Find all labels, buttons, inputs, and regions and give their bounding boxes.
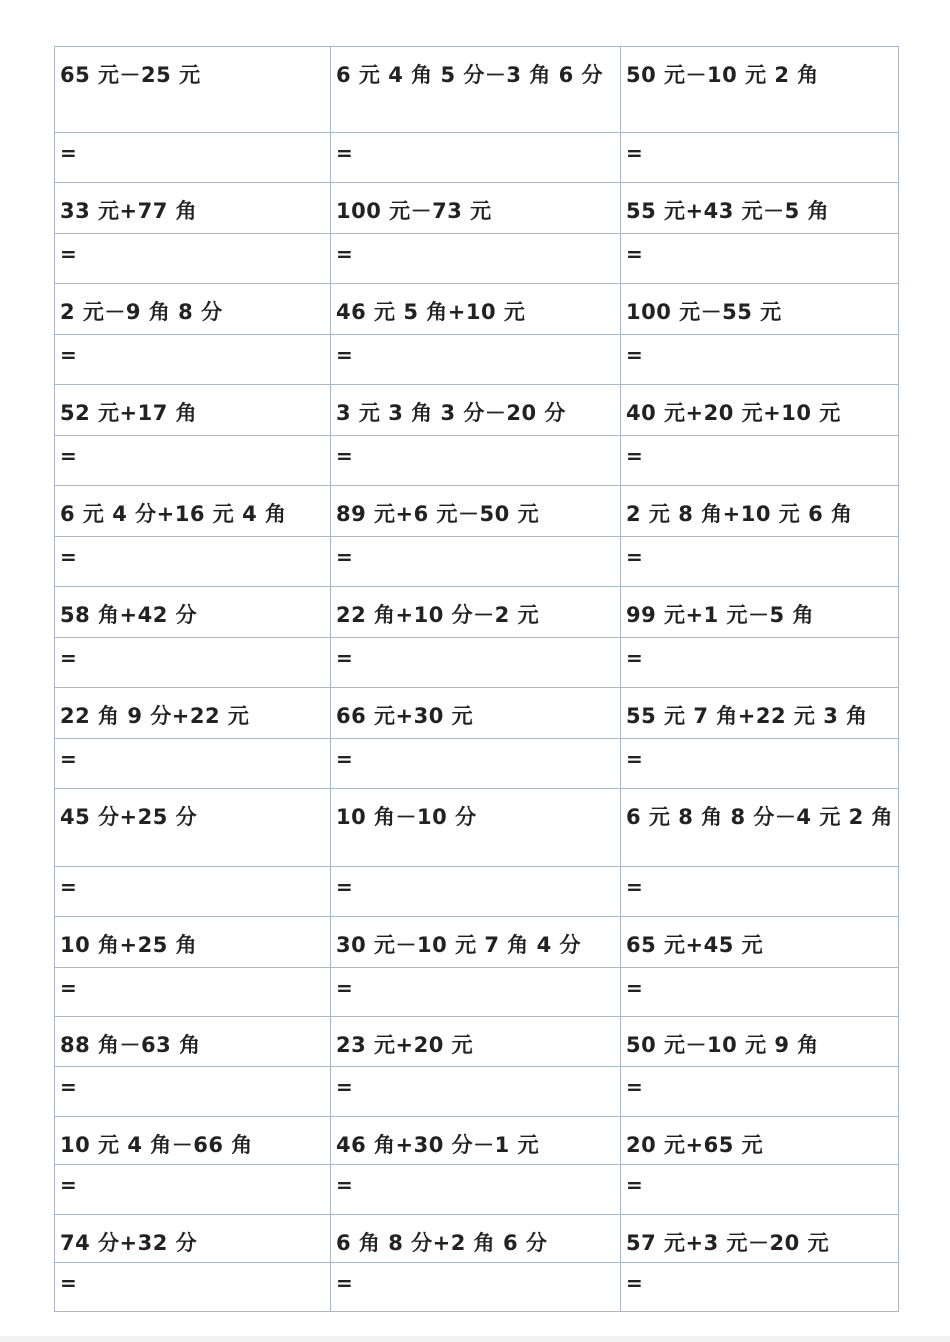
- answer-cell[interactable]: =: [55, 1067, 331, 1117]
- problem-cell: 89 元+6 元－50 元: [331, 486, 621, 537]
- problem-cell: 40 元+20 元+10 元: [621, 385, 899, 436]
- answer-cell[interactable]: =: [55, 234, 331, 284]
- problem-cell: 6 元 4 分+16 元 4 角: [55, 486, 331, 537]
- problem-cell: 45 分+25 分: [55, 789, 331, 867]
- problem-cell: 57 元+3 元－20 元: [621, 1215, 899, 1263]
- problem-cell: 65 元－25 元: [55, 47, 331, 133]
- problem-row: [55, 183, 899, 234]
- page-bottom-edge: [0, 1336, 950, 1342]
- answer-row: [55, 436, 899, 486]
- answer-cell[interactable]: =: [331, 1067, 621, 1117]
- answer-cell[interactable]: =: [621, 234, 899, 284]
- answer-cell[interactable]: =: [621, 638, 899, 688]
- problem-cell: 50 元－10 元 9 角: [621, 1017, 899, 1067]
- answer-cell[interactable]: =: [55, 968, 331, 1017]
- answer-cell[interactable]: =: [621, 133, 899, 183]
- problem-row: [55, 486, 899, 537]
- problem-row: [55, 284, 899, 335]
- problem-row: [55, 47, 899, 133]
- answer-cell[interactable]: =: [621, 739, 899, 789]
- answer-row: [55, 133, 899, 183]
- answer-cell[interactable]: =: [55, 1165, 331, 1215]
- answer-cell[interactable]: =: [331, 335, 621, 385]
- problem-row: [55, 688, 899, 739]
- problem-row: [55, 917, 899, 968]
- answer-cell[interactable]: =: [621, 968, 899, 1017]
- answer-cell[interactable]: =: [55, 1263, 331, 1312]
- answer-cell[interactable]: =: [55, 867, 331, 917]
- problem-cell: 66 元+30 元: [331, 688, 621, 739]
- answer-row: [55, 234, 899, 284]
- problem-row: [55, 1017, 899, 1067]
- answer-row: [55, 638, 899, 688]
- problem-row: [55, 1117, 899, 1165]
- problem-cell: 55 元 7 角+22 元 3 角: [621, 688, 899, 739]
- answer-cell[interactable]: =: [331, 739, 621, 789]
- problem-cell: 58 角+42 分: [55, 587, 331, 638]
- answer-cell[interactable]: =: [331, 436, 621, 486]
- answer-cell[interactable]: =: [621, 867, 899, 917]
- problem-cell: 10 元 4 角－66 角: [55, 1117, 331, 1165]
- problem-cell: 20 元+65 元: [621, 1117, 899, 1165]
- answer-cell[interactable]: =: [55, 638, 331, 688]
- problem-row: [55, 789, 899, 867]
- problem-cell: 6 元 4 角 5 分－3 角 6 分: [331, 47, 621, 133]
- problem-cell: 10 角+25 角: [55, 917, 331, 968]
- problem-cell: 55 元+43 元－5 角: [621, 183, 899, 234]
- answer-row: [55, 1263, 899, 1312]
- answer-cell[interactable]: =: [55, 739, 331, 789]
- answer-row: [55, 739, 899, 789]
- problem-row: [55, 587, 899, 638]
- problem-cell: 22 角 9 分+22 元: [55, 688, 331, 739]
- answer-cell[interactable]: =: [621, 1165, 899, 1215]
- answer-row: [55, 968, 899, 1017]
- problem-cell: 65 元+45 元: [621, 917, 899, 968]
- problem-cell: 6 元 8 角 8 分－4 元 2 角: [621, 789, 899, 867]
- answer-cell[interactable]: =: [55, 436, 331, 486]
- answer-cell[interactable]: =: [621, 335, 899, 385]
- problem-cell: 100 元－55 元: [621, 284, 899, 335]
- problem-cell: 2 元 8 角+10 元 6 角: [621, 486, 899, 537]
- problem-cell: 10 角－10 分: [331, 789, 621, 867]
- answer-cell[interactable]: =: [331, 968, 621, 1017]
- answer-row: [55, 1165, 899, 1215]
- problem-cell: 50 元－10 元 2 角: [621, 47, 899, 133]
- problem-cell: 88 角－63 角: [55, 1017, 331, 1067]
- answer-cell[interactable]: =: [621, 436, 899, 486]
- answer-cell[interactable]: =: [331, 867, 621, 917]
- problem-cell: 33 元+77 角: [55, 183, 331, 234]
- problem-cell: 52 元+17 角: [55, 385, 331, 436]
- problem-cell: 99 元+1 元－5 角: [621, 587, 899, 638]
- answer-cell[interactable]: =: [55, 133, 331, 183]
- problem-cell: 30 元－10 元 7 角 4 分: [331, 917, 621, 968]
- money-arithmetic-worksheet: [54, 46, 899, 1312]
- answer-cell[interactable]: =: [331, 133, 621, 183]
- answer-row: [55, 867, 899, 917]
- answer-cell[interactable]: =: [621, 1263, 899, 1312]
- answer-cell[interactable]: =: [331, 1165, 621, 1215]
- problem-row: [55, 385, 899, 436]
- problem-cell: 6 角 8 分+2 角 6 分: [331, 1215, 621, 1263]
- answer-cell[interactable]: =: [621, 537, 899, 587]
- answer-row: [55, 537, 899, 587]
- problem-cell: 23 元+20 元: [331, 1017, 621, 1067]
- answer-cell[interactable]: =: [55, 537, 331, 587]
- problem-cell: 46 角+30 分－1 元: [331, 1117, 621, 1165]
- problem-cell: 100 元－73 元: [331, 183, 621, 234]
- answer-cell[interactable]: =: [331, 1263, 621, 1312]
- answer-cell[interactable]: =: [331, 638, 621, 688]
- problem-cell: 2 元－9 角 8 分: [55, 284, 331, 335]
- answer-cell[interactable]: =: [331, 537, 621, 587]
- problem-cell: 74 分+32 分: [55, 1215, 331, 1263]
- problem-cell: 3 元 3 角 3 分－20 分: [331, 385, 621, 436]
- answer-cell[interactable]: =: [621, 1067, 899, 1117]
- problem-cell: 22 角+10 分－2 元: [331, 587, 621, 638]
- problem-row: [55, 1215, 899, 1263]
- problem-cell: 46 元 5 角+10 元: [331, 284, 621, 335]
- answer-cell[interactable]: =: [331, 234, 621, 284]
- answer-cell[interactable]: =: [55, 335, 331, 385]
- answer-row: [55, 335, 899, 385]
- answer-row: [55, 1067, 899, 1117]
